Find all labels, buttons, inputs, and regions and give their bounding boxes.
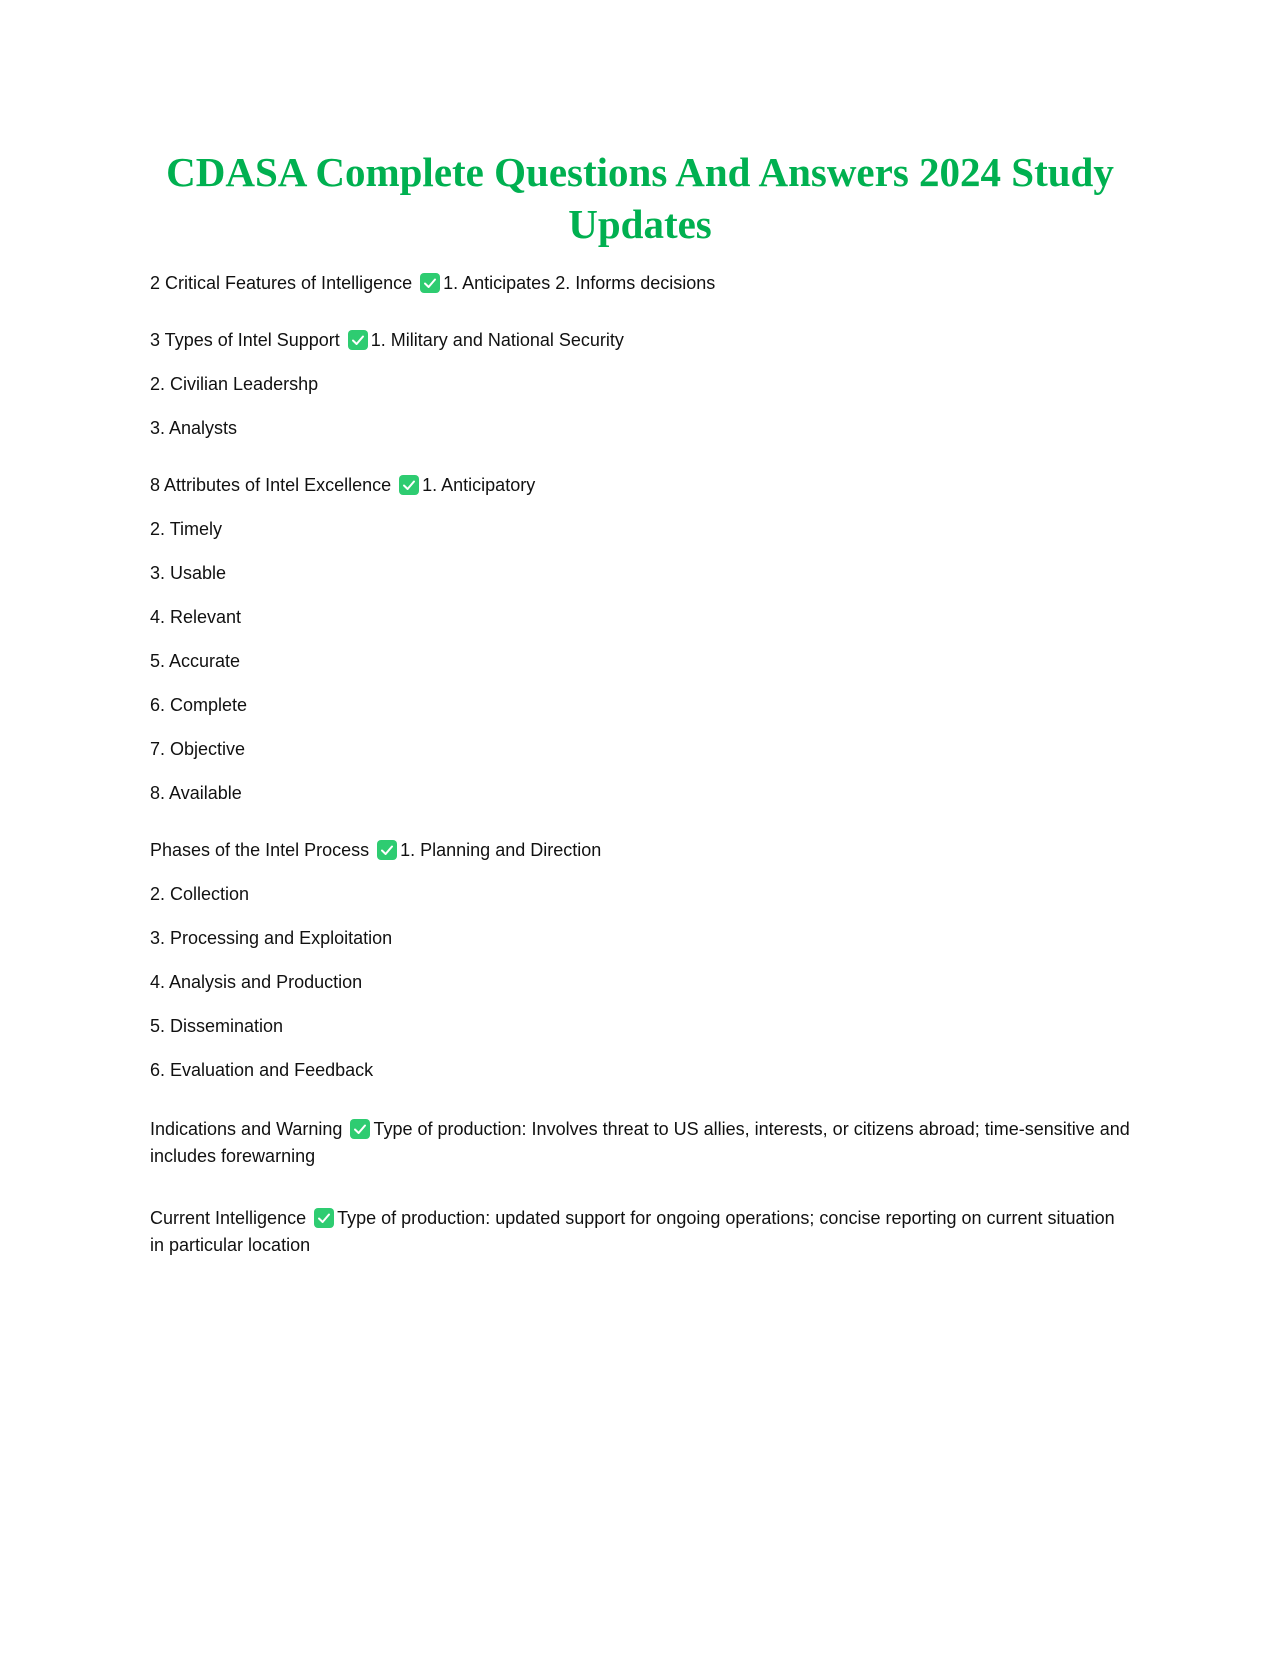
qa-item <box>150 272 1130 294</box>
answer-text: 1. Anticipatory <box>422 475 536 495</box>
question-text: 2 Critical Features of Intelligence <box>150 273 413 293</box>
answer-line: 2. Timely <box>150 519 223 539</box>
qa-line <box>150 1205 1130 1259</box>
qa-item <box>150 1116 1130 1170</box>
check-mark-icon <box>399 475 419 495</box>
answer-line: 4. Relevant <box>150 607 242 627</box>
answer-text: Type of production: updated support for ongoing operations; concise reporting on current situation in particular location <box>150 1208 1115 1255</box>
answer-line: 8. Available <box>150 783 242 803</box>
qa-item <box>150 1205 1130 1259</box>
answer-line: 7. Objective <box>150 739 246 759</box>
qa-list <box>150 272 1130 1281</box>
qa-item <box>150 474 1130 804</box>
answer-line: 6. Evaluation and Feedback <box>150 1060 374 1080</box>
question-text: Phases of the Intel Process <box>150 840 370 860</box>
question-text: Indications and Warning <box>150 1119 343 1139</box>
answer-line: 3. Usable <box>150 563 227 583</box>
answer-line: 2. Collection <box>150 884 250 904</box>
answer-line: 4. Analysis and Production <box>150 972 363 992</box>
document-title: CDASA Complete Questions And Answers 2024 Study Updates <box>166 149 1114 247</box>
question-text: Current Intelligence <box>150 1208 307 1228</box>
answer-line: 3. Processing and Exploitation <box>150 928 393 948</box>
qa-line <box>150 1116 1130 1170</box>
question-text: 3 Types of Intel Support <box>150 330 340 350</box>
answer-line: 6. Complete <box>150 695 248 715</box>
qa-line <box>150 839 1130 861</box>
qa-line <box>150 474 1130 496</box>
answer-line: 5. Dissemination <box>150 1016 284 1036</box>
qa-item <box>150 329 1130 439</box>
check-mark-icon <box>420 273 440 293</box>
answer-text: Type of production: Involves threat to US allies, interests, or citizens abroad; time-sensitive and includes forewarning <box>150 1119 1130 1166</box>
answer-line: 5. Accurate <box>150 651 241 671</box>
question-text: 8 Attributes of Intel Excellence <box>150 475 392 495</box>
check-mark-icon <box>314 1208 334 1228</box>
qa-line <box>150 272 1130 294</box>
answer-text: 1. Military and National Security <box>370 330 624 350</box>
answer-text: 1. Planning and Direction <box>400 840 602 860</box>
answer-line: 3. Analysts <box>150 418 238 438</box>
answer-line: 2. Civilian Leadershp <box>150 374 319 394</box>
qa-item <box>150 839 1130 1081</box>
check-mark-icon <box>350 1119 370 1139</box>
answer-text: 1. Anticipates 2. Informs decisions <box>443 273 716 293</box>
check-mark-icon <box>348 330 368 350</box>
qa-line <box>150 329 1130 351</box>
check-mark-icon <box>377 840 397 860</box>
